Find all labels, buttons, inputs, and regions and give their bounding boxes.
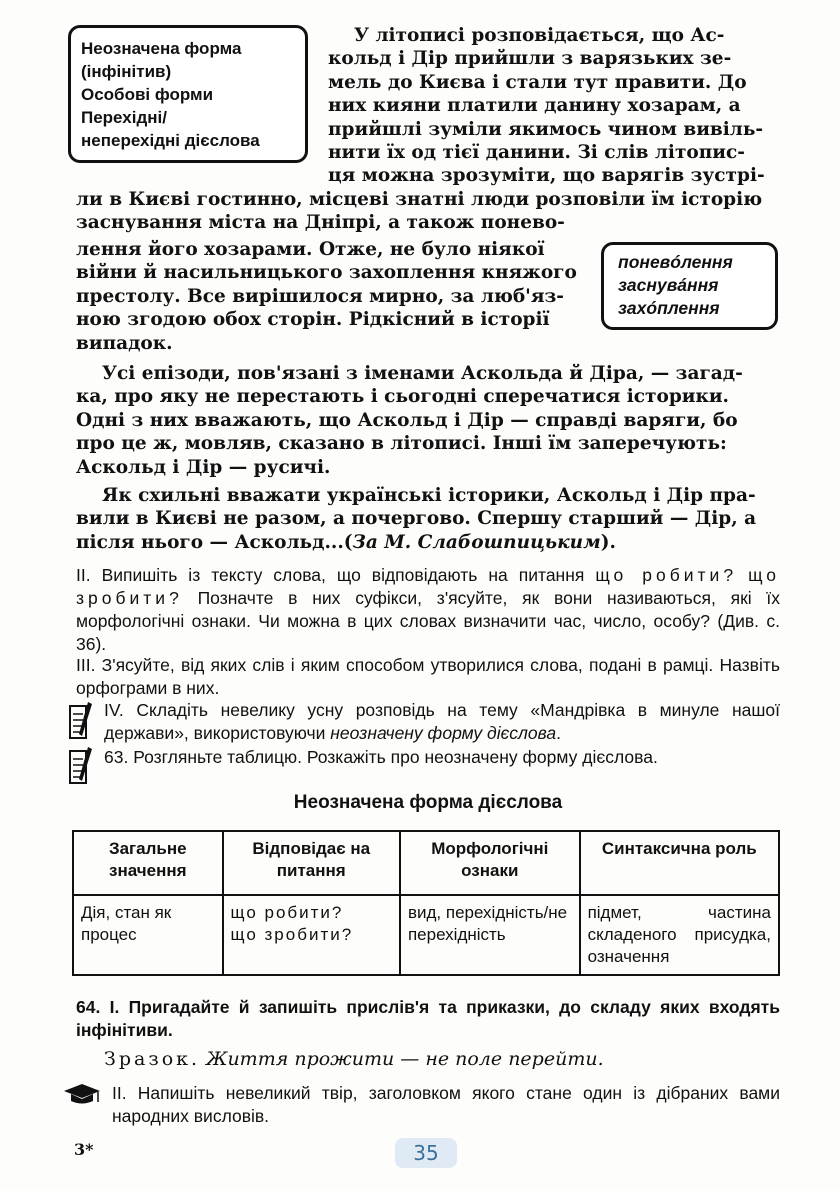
table-header-row [73, 831, 779, 895]
text-line: них кияни платили данину хозарам, а [328, 95, 741, 117]
sample-text: Життя прожити — не поле перейти. [206, 1048, 604, 1070]
task-text: II. Випишіть із тексту слова, що відповідають на питання [76, 565, 596, 585]
text-line: Усі епізоди, пов'язані з іменами Аскольда й Діра, — загад- [102, 363, 743, 384]
task-4 [104, 699, 780, 745]
task-2 [76, 564, 780, 656]
table-header: Відповідає на питання [223, 831, 400, 895]
source-attribution: За М. Слабошпицьким [352, 531, 601, 553]
text-line: ною згодою обох сторін. Рідкісний в історії [76, 309, 550, 331]
text-line: Як схильні вважати українські історики, Аскольд і Дір пра- [102, 485, 756, 506]
intro-paragraph-short [76, 238, 581, 355]
text-line: кольд і Дір прийшли з варязьких зе- [328, 48, 732, 70]
word-item: заснувáння [618, 275, 719, 295]
notebook-pencil-icon [68, 700, 94, 742]
question-text: що зробити? [230, 925, 354, 944]
question-text: що робити? [230, 903, 344, 922]
exercise-64-part-1: 64. І. Пригадайте й запишіть прислів'я та приказки, до складу яких входять інфінітиви. [76, 997, 780, 1040]
text-line: ка, про яку не перестають і сьогодні сперечатися історики. [76, 386, 729, 408]
text-line: Аскольд і Дір — русичі. [76, 456, 331, 478]
exercise-63: 63. Розгляньте таблицю. Розкажіть про неозначену форму дієслова. [104, 747, 658, 767]
word-box [601, 242, 778, 330]
table-row [73, 895, 779, 975]
text-line: прийшлі зуміли якимось чином вивіль- [328, 118, 764, 140]
text-fragment: після нього — Аскольд...( [76, 531, 353, 553]
signature-mark: 3* [74, 1140, 94, 1159]
text-line: випадок. [76, 332, 173, 354]
question-text: що робити? [595, 565, 738, 585]
text-line: про це ж, мовляв, сказано в літописі. Інші їм заперечують: [76, 433, 727, 455]
table-header: Загальне значення [73, 831, 223, 895]
task-3: III. З'ясуйте, від яких слів і яким способом утворилися слова, подані в рамці. Назвіть орфограми в них. [76, 655, 780, 698]
task-emphasis: неозначену форму дієслова [330, 723, 557, 743]
box-line: (інфінітив) [81, 62, 172, 81]
task-text: . [556, 723, 561, 743]
infinitive-table [72, 830, 780, 976]
task-text [737, 565, 748, 585]
box-line: Особові форми [81, 85, 214, 104]
word-item: поневóлення [618, 252, 733, 272]
text-line [76, 531, 780, 554]
table-header: Морфологічні ознаки [400, 831, 580, 895]
paragraph-2 [76, 362, 780, 479]
graduation-cap-icon [62, 1082, 102, 1106]
page-number: 35 [395, 1138, 457, 1168]
text-line: ця можна зрозуміти, що варягів зустрі- [328, 165, 765, 187]
intro-paragraph-full [76, 188, 780, 235]
table-title: Неозначена форма дієслова [293, 792, 563, 813]
box-line: Перехідні/ [81, 108, 167, 127]
task-text: Позначте в них суфікси, з'ясуйте, як вони називаються, які їх морфологічні ознаки. Чи можна в цих словах визначити час, число, особу? (Див. с. 36). [76, 588, 780, 654]
box-line: неперехідні дієслова [81, 131, 260, 150]
sample [104, 1048, 780, 1070]
table-cell: підмет, частина складеного присудка, означення [580, 895, 779, 975]
word-item: захóплення [618, 298, 720, 318]
grammar-topics-box [68, 25, 308, 163]
sample-label: Зразок. [104, 1048, 201, 1070]
table-cell: Дія, стан як процес [73, 895, 223, 975]
text-line: Одні з них вважають, що Аскольд і Дір — справді варяги, бо [76, 409, 738, 431]
table-header: Синтаксична роль [580, 831, 779, 895]
text-line: заснування міста на Дніпрі, а також понево- [76, 212, 565, 234]
text-line: престолу. Все вирішилося мирно, за люб'яз- [76, 285, 564, 307]
text-fragment: ). [600, 531, 616, 553]
text-line: мель до Києва і стали тут правити. До [328, 71, 747, 93]
text-line: ли в Києві гостинно, місцеві знатні люди розповіли їм історію [76, 189, 763, 210]
task-text: IV. Складіть невелику усну розповідь на тему «Мандрівка в минуле нашої держави», використовуючи [104, 700, 780, 743]
question-text: що зробити? [76, 565, 780, 608]
text-line: У літописі розповідається, що Ас- [354, 25, 725, 46]
text-line: вили в Києві не разом, а почергово. Спершу старший — Дір, а [76, 508, 757, 530]
table-cell: вид, перехідність/неперехідність [400, 895, 580, 975]
box-line: Неозначена форма [81, 39, 242, 58]
table-cell [223, 895, 400, 975]
text-line: нити їх од тієї данини. Зі слів літопис- [328, 142, 745, 164]
paragraph-3 [76, 484, 780, 554]
intro-paragraph-top [328, 24, 780, 188]
notebook-pencil-icon [68, 745, 94, 787]
exercise-64-part-2: II. Напишіть невеликий твір, заголовком якого стане один із дібраних вами народних висловів. [112, 1083, 780, 1126]
text-line: війни й насильницького захоплення княжого [76, 262, 577, 284]
text-line: лення його хозарами. Отже, не було ніякої [76, 239, 545, 260]
